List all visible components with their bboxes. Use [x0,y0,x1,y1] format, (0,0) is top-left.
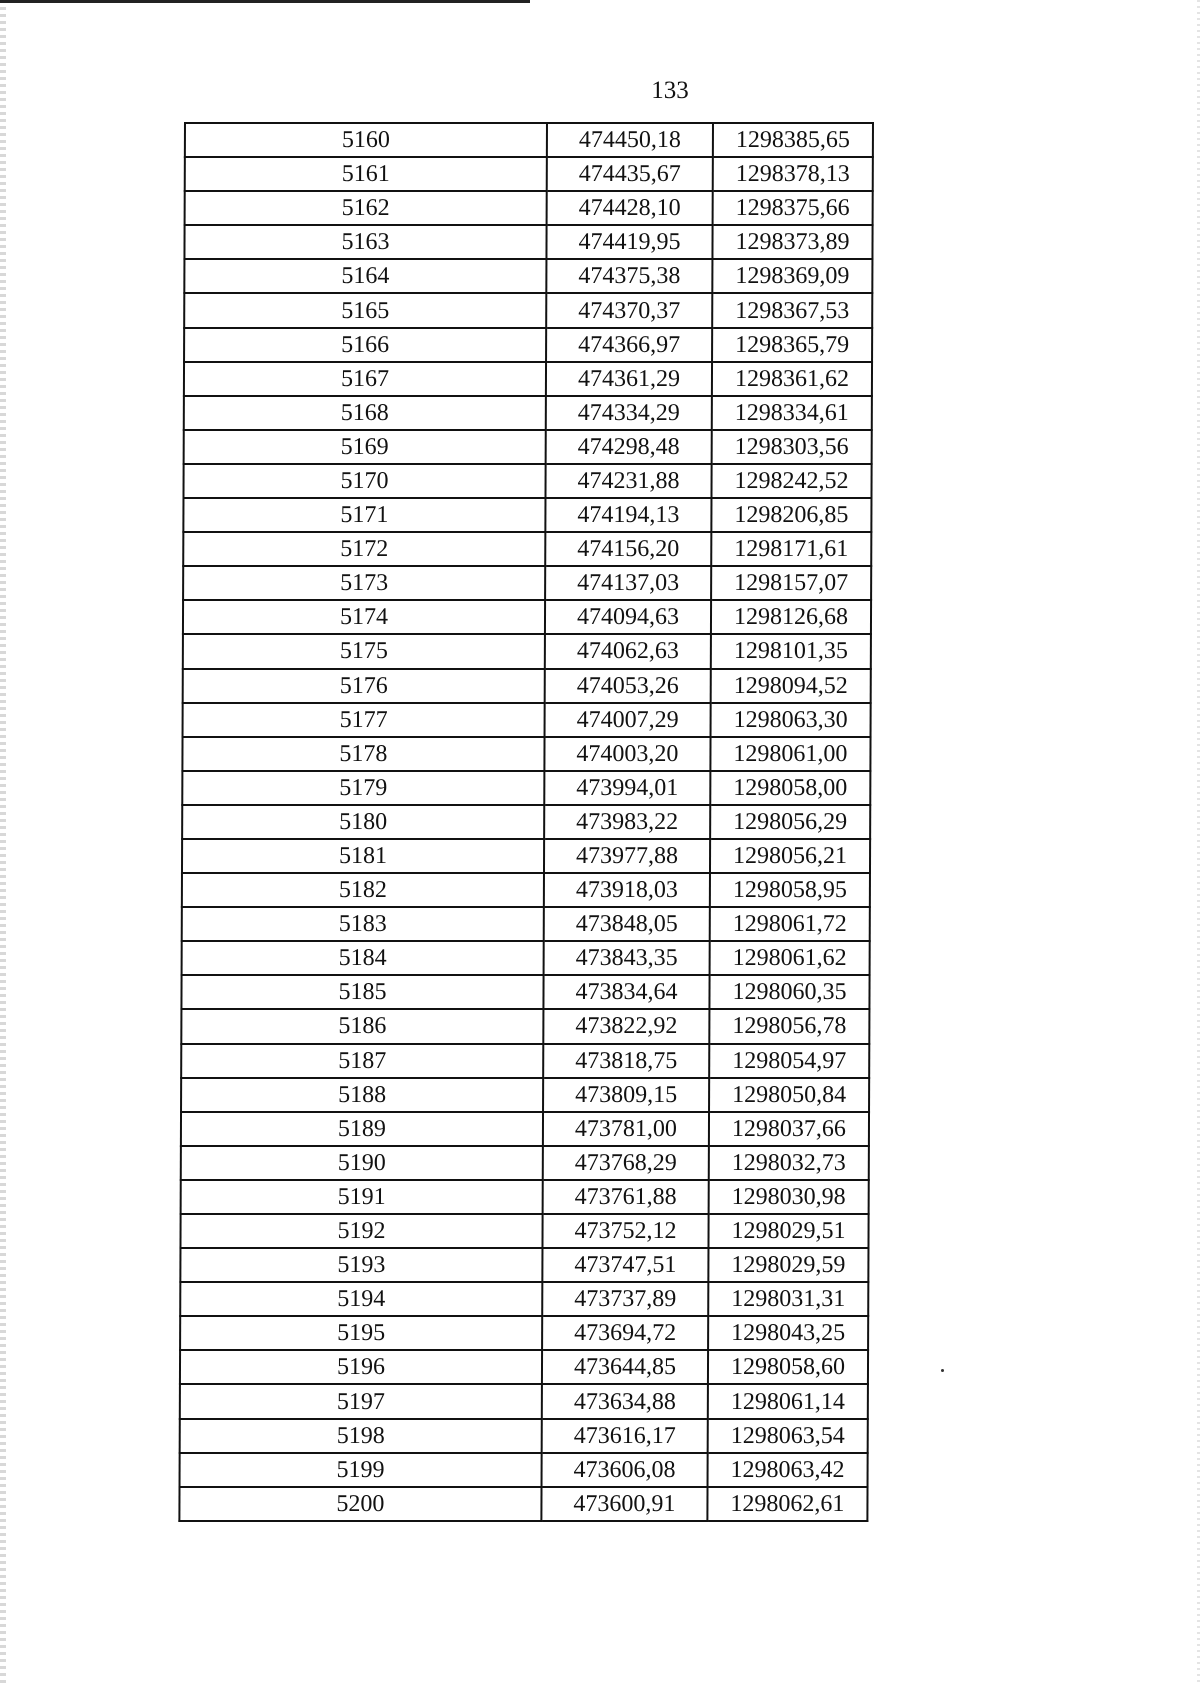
y-coordinate-cell: 1298373,89 [712,225,872,259]
x-coordinate-cell: 473737,89 [542,1282,708,1316]
table-row [180,1248,868,1282]
y-coordinate-cell: 1298030,98 [709,1180,869,1214]
table-row [185,191,873,225]
table-row [184,225,872,259]
x-coordinate-cell: 473761,88 [543,1180,709,1214]
x-coordinate-cell: 474428,10 [547,191,713,225]
point-number-cell: 5198 [180,1419,542,1453]
y-coordinate-cell: 1298056,78 [709,1009,869,1043]
y-coordinate-cell: 1298378,13 [713,157,873,191]
point-number-cell: 5180 [182,805,544,839]
y-coordinate-cell: 1298056,29 [710,805,870,839]
x-coordinate-cell: 474334,29 [546,396,712,430]
scan-left-edge [0,0,6,1686]
table-row [182,805,870,839]
coordinates-table [178,122,874,1522]
point-number-cell: 5199 [180,1453,542,1487]
y-coordinate-cell: 1298061,14 [708,1384,868,1418]
y-coordinate-cell: 1298058,60 [708,1350,868,1384]
table-row [180,1282,868,1316]
y-coordinate-cell: 1298050,84 [709,1078,869,1112]
table-row [181,975,869,1009]
table-row [182,839,870,873]
point-number-cell: 5162 [185,191,547,225]
y-coordinate-cell: 1298058,95 [710,873,870,907]
y-coordinate-cell: 1298062,61 [707,1487,867,1521]
table-row [182,907,870,941]
table-row [182,941,870,975]
x-coordinate-cell: 473822,92 [543,1009,709,1043]
table-row [181,1180,869,1214]
y-coordinate-cell: 1298058,00 [710,771,870,805]
x-coordinate-cell: 474298,48 [546,430,712,464]
table-row [183,532,871,566]
x-coordinate-cell: 474003,20 [544,737,710,771]
y-coordinate-cell: 1298037,66 [709,1112,869,1146]
table-row [181,1112,869,1146]
point-number-cell: 5182 [182,873,544,907]
stray-mark [941,1369,944,1372]
table-row [183,600,871,634]
x-coordinate-cell: 474370,37 [546,293,712,327]
x-coordinate-cell: 474450,18 [547,123,713,157]
point-number-cell: 5161 [185,157,547,191]
point-number-cell: 5170 [183,464,545,498]
top-rule [0,0,530,3]
point-number-cell: 5196 [180,1350,542,1384]
table-row [184,259,872,293]
point-number-cell: 5183 [182,907,544,941]
y-coordinate-cell: 1298063,42 [708,1453,868,1487]
point-number-cell: 5172 [183,532,545,566]
point-number-cell: 5171 [183,498,545,532]
point-number-cell: 5184 [182,941,544,975]
point-number-cell: 5189 [181,1112,543,1146]
table-row [180,1384,868,1418]
y-coordinate-cell: 1298061,62 [710,941,870,975]
table-row [183,566,871,600]
table-row [181,1146,869,1180]
y-coordinate-cell: 1298060,35 [709,975,869,1009]
table-row [185,157,873,191]
point-number-cell: 5175 [183,634,545,668]
x-coordinate-cell: 474194,13 [545,498,711,532]
x-coordinate-cell: 473634,88 [542,1384,708,1418]
x-coordinate-cell: 474366,97 [546,328,712,362]
x-coordinate-cell: 473977,88 [544,839,710,873]
x-coordinate-cell: 474137,03 [545,566,711,600]
x-coordinate-cell: 474062,63 [545,634,711,668]
y-coordinate-cell: 1298367,53 [712,293,872,327]
point-number-cell: 5160 [185,123,547,157]
x-coordinate-cell: 473983,22 [544,805,710,839]
x-coordinate-cell: 473994,01 [544,771,710,805]
point-number-cell: 5165 [184,293,546,327]
point-number-cell: 5186 [181,1009,543,1043]
x-coordinate-cell: 473834,64 [543,975,709,1009]
x-coordinate-cell: 474007,29 [545,703,711,737]
point-number-cell: 5195 [180,1316,542,1350]
point-number-cell: 5179 [182,771,544,805]
x-coordinate-cell: 474419,95 [546,225,712,259]
point-number-cell: 5187 [181,1044,543,1078]
point-number-cell: 5191 [181,1180,543,1214]
x-coordinate-cell: 473848,05 [544,907,710,941]
table-row [184,430,872,464]
y-coordinate-cell: 1298365,79 [712,328,872,362]
x-coordinate-cell: 474375,38 [546,259,712,293]
table-row [180,1419,868,1453]
point-number-cell: 5181 [182,839,544,873]
table-row [182,737,870,771]
point-number-cell: 5192 [180,1214,542,1248]
point-number-cell: 5178 [182,737,544,771]
table-row [180,1350,868,1384]
point-number-cell: 5197 [180,1384,542,1418]
point-number-cell: 5163 [184,225,546,259]
table-row [180,1453,868,1487]
y-coordinate-cell: 1298375,66 [713,191,873,225]
table-row [182,873,870,907]
table-row [180,1316,868,1350]
y-coordinate-cell: 1298361,62 [712,362,872,396]
y-coordinate-cell: 1298303,56 [712,430,872,464]
y-coordinate-cell: 1298029,59 [708,1248,868,1282]
y-coordinate-cell: 1298063,54 [708,1419,868,1453]
x-coordinate-cell: 473606,08 [542,1453,708,1487]
table-row [183,703,871,737]
point-number-cell: 5176 [183,669,545,703]
y-coordinate-cell: 1298242,52 [711,464,871,498]
table-row [180,1214,868,1248]
y-coordinate-cell: 1298061,00 [710,737,870,771]
y-coordinate-cell: 1298032,73 [709,1146,869,1180]
page-number: 133 [651,77,689,104]
y-coordinate-cell: 1298061,72 [710,907,870,941]
y-coordinate-cell: 1298334,61 [712,396,872,430]
point-number-cell: 5190 [181,1146,543,1180]
x-coordinate-cell: 473694,72 [542,1316,708,1350]
x-coordinate-cell: 473616,17 [542,1419,708,1453]
point-number-cell: 5166 [184,328,546,362]
point-number-cell: 5177 [183,703,545,737]
table-row [183,669,871,703]
x-coordinate-cell: 473768,29 [543,1146,709,1180]
table-row [183,464,871,498]
table-row [183,498,871,532]
point-number-cell: 5174 [183,600,545,634]
table-row [183,634,871,668]
table-row [184,293,872,327]
x-coordinate-cell: 473644,85 [542,1350,708,1384]
x-coordinate-cell: 473747,51 [542,1248,708,1282]
point-number-cell: 5169 [184,430,546,464]
y-coordinate-cell: 1298063,30 [711,703,871,737]
table-row [184,396,872,430]
table-row [184,362,872,396]
y-coordinate-cell: 1298385,65 [713,123,873,157]
point-number-cell: 5193 [180,1248,542,1282]
x-coordinate-cell: 473781,00 [543,1112,709,1146]
y-coordinate-cell: 1298043,25 [708,1316,868,1350]
x-coordinate-cell: 474156,20 [545,532,711,566]
x-coordinate-cell: 474094,63 [545,600,711,634]
x-coordinate-cell: 473809,15 [543,1078,709,1112]
x-coordinate-cell: 473752,12 [542,1214,708,1248]
y-coordinate-cell: 1298171,61 [711,532,871,566]
point-number-cell: 5164 [184,259,546,293]
table-row [181,1044,869,1078]
x-coordinate-cell: 474053,26 [545,669,711,703]
table-row [184,328,872,362]
coordinates-table-body [179,123,873,1521]
x-coordinate-cell: 474361,29 [546,362,712,396]
x-coordinate-cell: 474231,88 [545,464,711,498]
y-coordinate-cell: 1298369,09 [712,259,872,293]
table-row [181,1009,869,1043]
table-row [185,123,873,157]
table-row [179,1487,867,1521]
table-row [182,771,870,805]
x-coordinate-cell: 473843,35 [544,941,710,975]
y-coordinate-cell: 1298056,21 [710,839,870,873]
y-coordinate-cell: 1298094,52 [711,669,871,703]
point-number-cell: 5200 [179,1487,541,1521]
y-coordinate-cell: 1298157,07 [711,566,871,600]
table-row [181,1078,869,1112]
point-number-cell: 5168 [184,396,546,430]
point-number-cell: 5167 [184,362,546,396]
x-coordinate-cell: 474435,67 [547,157,713,191]
point-number-cell: 5188 [181,1078,543,1112]
y-coordinate-cell: 1298206,85 [711,498,871,532]
point-number-cell: 5185 [181,975,543,1009]
x-coordinate-cell: 473918,03 [544,873,710,907]
y-coordinate-cell: 1298101,35 [711,634,871,668]
point-number-cell: 5173 [183,566,545,600]
y-coordinate-cell: 1298054,97 [709,1044,869,1078]
x-coordinate-cell: 473818,75 [543,1044,709,1078]
y-coordinate-cell: 1298031,31 [708,1282,868,1316]
point-number-cell: 5194 [180,1282,542,1316]
x-coordinate-cell: 473600,91 [541,1487,707,1521]
y-coordinate-cell: 1298126,68 [711,600,871,634]
y-coordinate-cell: 1298029,51 [708,1214,868,1248]
